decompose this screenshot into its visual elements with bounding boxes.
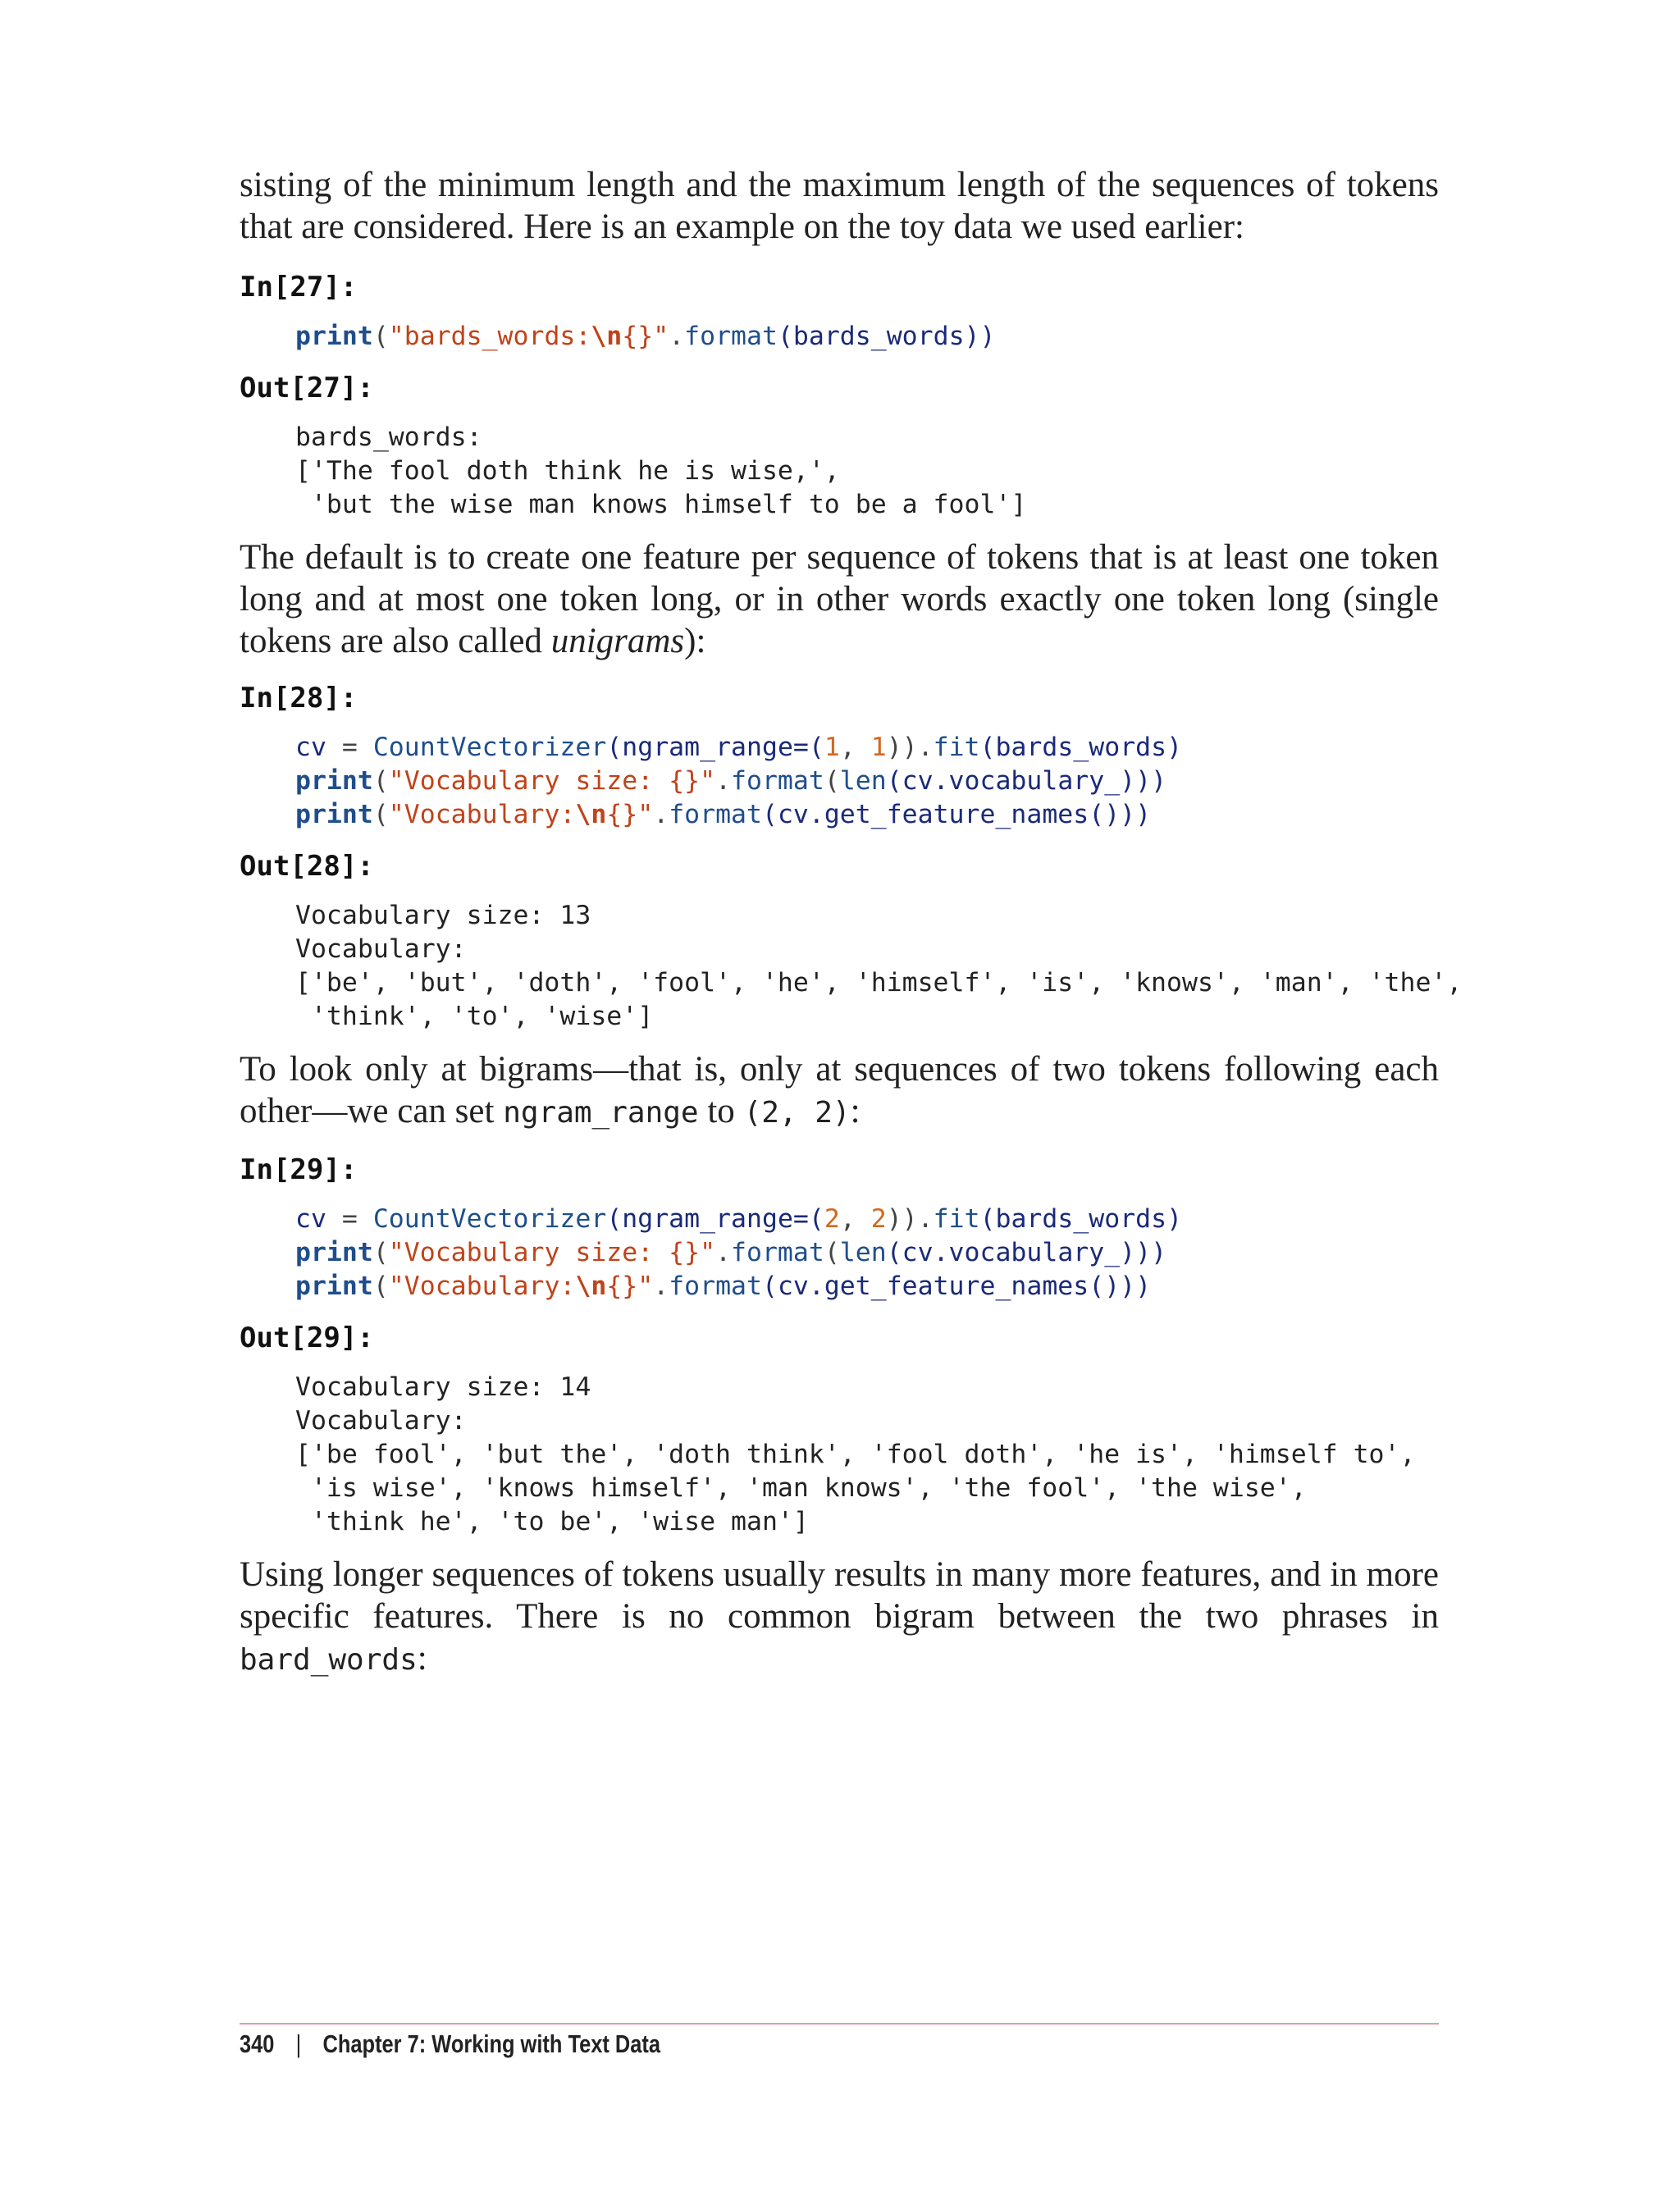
code-token: (cv.vocabulary_))) [886,766,1167,796]
code-cell-28 [240,731,1439,832]
text-span: : [417,1639,427,1678]
code-token: , [839,733,871,762]
text-span: To look only at bigrams—that is, only at sequences of two tokens following each other—we can set [240,1050,1439,1130]
output-cell-29 [240,1371,1439,1539]
code-token: print [295,1238,373,1267]
output-line: ['The fool doth think he is wise,', [295,456,840,486]
code-token: cv [295,1204,326,1234]
text-span: ): [684,622,706,660]
input-prompt-29: In[29]: [240,1153,358,1186]
code-token: CountVectorizer [372,1204,607,1234]
code-token: \n [575,800,607,829]
footer-divider [240,2023,1439,2025]
paragraph-unigrams [240,536,1439,662]
code-token: ( [824,766,840,796]
code-cell-27 [240,320,1439,354]
code-token: CountVectorizer [372,733,607,762]
code-token: 1 [870,733,887,762]
inline-code: bard_words [240,1643,418,1677]
paragraph-bigrams [240,1048,1439,1134]
code-token: . [653,800,669,829]
output-prompt-29: Out[29]: [240,1322,374,1354]
output-line: Vocabulary: [295,1406,467,1436]
code-token: . [653,1271,669,1301]
code-token: )). [886,733,934,762]
output-line: bards_words: [295,422,482,452]
output-cell-28 [240,899,1463,1034]
output-prompt-27: Out[27]: [240,372,374,404]
code-token: print [295,322,373,351]
code-token: ( [372,1238,389,1267]
code-token: "Vocabulary: [388,1271,576,1301]
code-token: len [839,1238,887,1267]
code-token: 2 [870,1204,887,1234]
code-token: . [669,322,685,351]
code-token: print [295,766,373,796]
code-token: \n [575,1271,607,1301]
page-number: 340 [240,2029,275,2058]
inline-code: (2, 2) [743,1096,851,1130]
input-prompt-28: In[28]: [240,682,358,714]
code-token: (cv.get_feature_names())) [761,800,1152,829]
code-token: \n [591,322,623,351]
code-token: format [731,1238,824,1267]
text-span: to [698,1092,744,1130]
code-token: = [326,733,373,762]
output-line: ['be fool', 'but the', 'doth think', 'fool doth', 'he is', 'himself to', [295,1440,1416,1469]
code-token: format [669,800,762,829]
code-token: 2 [824,1204,840,1234]
text-span: Using longer sequences of tokens usually results in many more features, and in more specific features. There is no common bigram between the two phrases in [240,1555,1439,1636]
italic-term: unigrams [550,622,685,660]
code-token: "bards_words: [388,322,591,351]
output-line: 'think', 'to', 'wise'] [295,1002,654,1031]
code-token: print [295,1271,373,1301]
page-body [240,164,1463,1681]
code-token: (cv.vocabulary_))) [886,1238,1167,1267]
output-line: Vocabulary size: 14 [295,1372,591,1402]
code-token: "Vocabulary size: {}" [388,766,716,796]
code-token: ( [372,322,389,351]
code-token: "Vocabulary size: {}" [388,1238,716,1267]
code-token: len [839,766,887,796]
code-token: (ngram_range=( [606,1204,824,1234]
code-token: = [326,1204,373,1234]
code-token: 1 [824,733,840,762]
code-token: {}" [606,800,654,829]
code-token: . [715,1238,732,1267]
inline-code: ngram_range [503,1096,699,1130]
code-token: ( [824,1238,840,1267]
output-line: 'think he', 'to be', 'wise man'] [295,1507,809,1536]
text-span: The default is to create one feature per sequence of tokens that is at least one token long and at most one token long, or in other words exactly one token long (single tokens are also called [240,538,1439,660]
page-footer [240,2029,660,2059]
code-token: (bards_words) [979,733,1183,762]
code-token: fit [933,733,980,762]
code-token: cv [295,733,326,762]
code-token: (bards_words) [979,1204,1183,1234]
code-token: ( [372,766,389,796]
code-cell-29 [240,1203,1439,1303]
output-line: ['be', 'but', 'doth', 'fool', 'he', 'himself', 'is', 'knows', 'man', 'the', [295,968,1463,998]
output-line: Vocabulary: [295,934,467,964]
paragraph-intro: sisting of the minimum length and the maximum length of the sequences of tokens that are considered. Here is an example on the toy data we used earlier: [240,166,1439,246]
code-token: . [715,766,732,796]
code-token: ( [372,800,389,829]
code-token: (ngram_range=( [606,733,824,762]
code-token: (bards_words)) [777,322,996,351]
output-cell-27 [240,421,1439,522]
footer-separator: | [295,2029,302,2058]
code-token: {}" [606,1271,654,1301]
code-token: format [731,766,824,796]
paragraph-longer-sequences [240,1554,1439,1681]
code-token: fit [933,1204,980,1234]
chapter-title: Chapter 7: Working with Text Data [322,2029,660,2058]
code-token: )). [886,1204,934,1234]
code-token: format [669,1271,762,1301]
code-token: ( [372,1271,389,1301]
output-line: Vocabulary size: 13 [295,901,591,930]
code-token: (cv.get_feature_names())) [761,1271,1152,1301]
code-token: print [295,800,373,829]
code-token: , [839,1204,871,1234]
text-span: : [850,1092,861,1130]
output-line: 'but the wise man knows himself to be a fool'] [295,490,1027,519]
input-prompt-27: In[27]: [240,271,358,304]
code-token: format [684,322,778,351]
code-token: "Vocabulary: [388,800,576,829]
output-line: 'is wise', 'knows himself', 'man knows', 'the fool', 'the wise', [295,1473,1307,1503]
code-token: {}" [622,322,669,351]
output-prompt-28: Out[28]: [240,850,374,883]
